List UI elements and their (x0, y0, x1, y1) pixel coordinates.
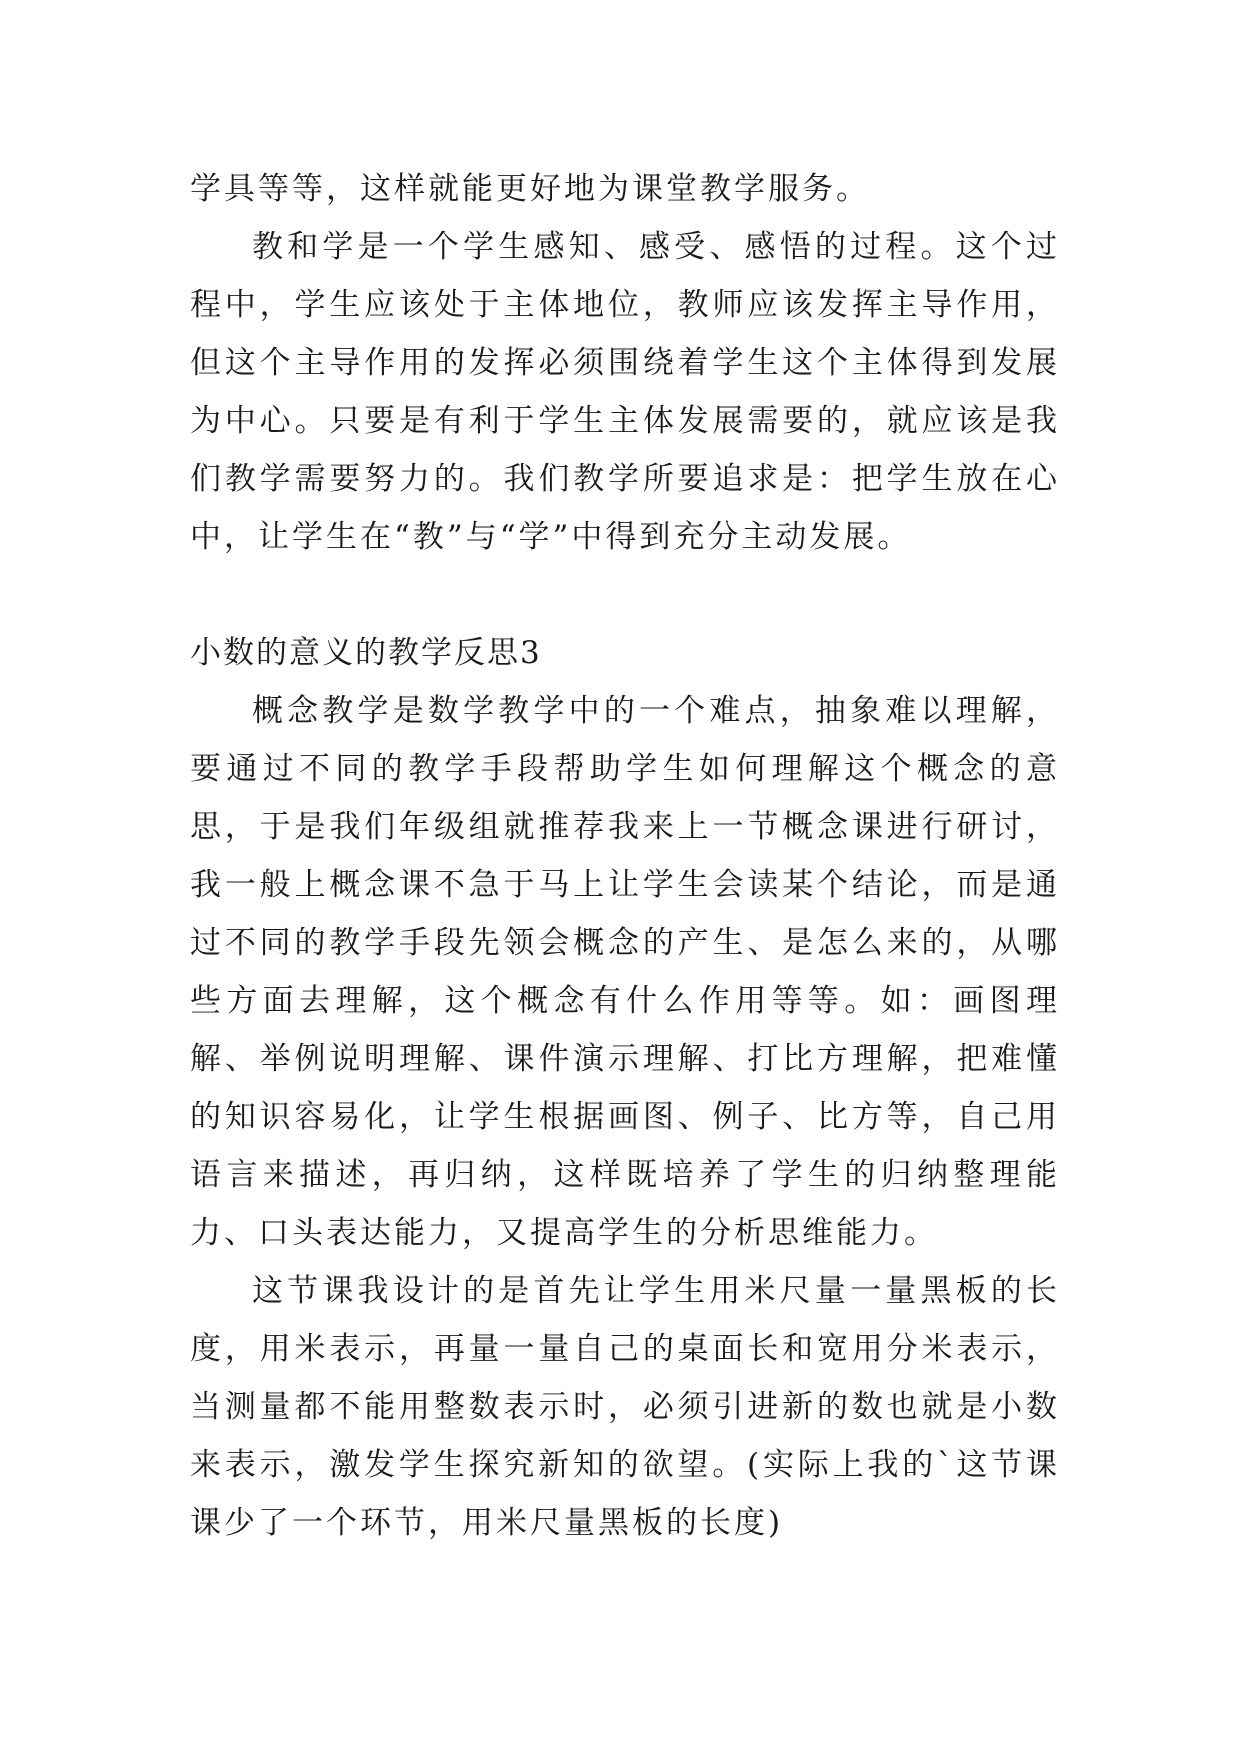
section-title: 小数的意义的教学反思3 (190, 635, 542, 671)
document-body (190, 160, 1060, 1552)
paragraph-teaching-process: 教和学是一个学生感知、感受、感悟的过程。这个过程中，学生应该处于主体地位，教师应该发挥主导作用，但这个主导作用的发挥必须围绕着学生这个主体得到发展为中心。只要是有利于学生主体发展需要的，就应该是我们教学需要努力的。我们教学所要追求是：把学生放在心中，让学生在“教”与“学”中得到充分主动发展。 (190, 229, 1060, 555)
paragraph-concept-teaching: 概念教学是数学教学中的一个难点，抽象难以理解，要通过不同的教学手段帮助学生如何理解这个概念的意思，于是我们年级组就推荐我来上一节概念课进行研讨，我一般上概念课不急于马上让学生会读某个结论，而是通过不同的教学手段先领会概念的产生、是怎么来的，从哪些方面去理解，这个概念有什么作用等等。如：画图理解、举例说明理解、课件演示理解、打比方理解，把难懂的知识容易化，让学生根据画图、例子、比方等，自己用语言来描述，再归纳，这样既培养了学生的归纳整理能力、口头表达能力，又提高学生的分析思维能力。 (190, 693, 1060, 1251)
paragraph-lesson-design: 这节课我设计的是首先让学生用米尺量一量黑板的长度，用米表示，再量一量自己的桌面长和宽用分米表示，当测量都不能用整数表示时，必须引进新的数也就是小数来表示，激发学生探究新知的欲望。(实际上我的`这节课课少了一个环节，用米尺量黑板的长度) (190, 1273, 1060, 1541)
paragraph-continuation: 学具等等，这样就能更好地为课堂教学服务。 (190, 171, 870, 207)
